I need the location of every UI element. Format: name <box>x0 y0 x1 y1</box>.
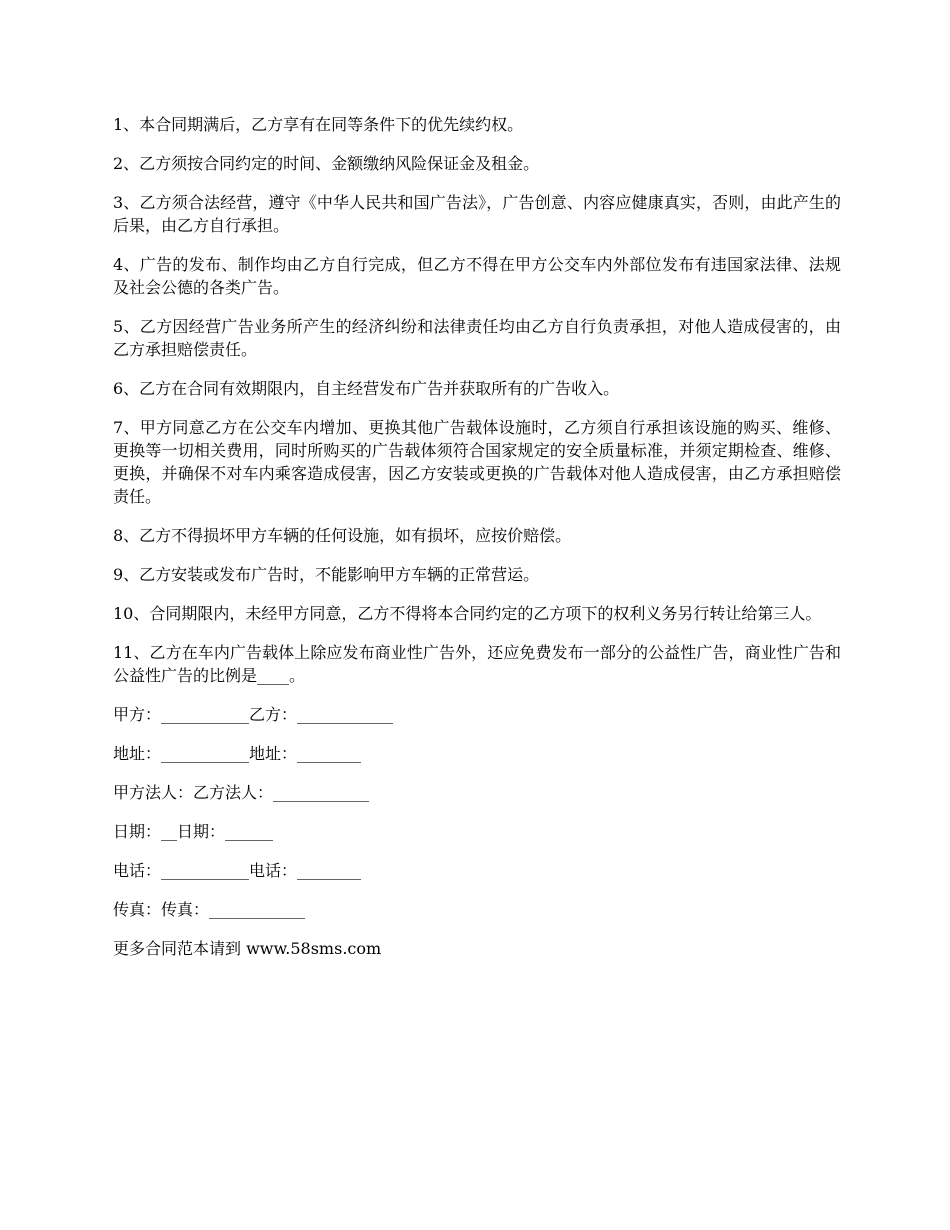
signature-date-line: 日期：__日期：______ <box>113 822 274 841</box>
clause-7: 7、甲方同意乙方在公交车内增加、更换其他广告载体设施时，乙方须自行承担该设施的购买、维修、更换等一切相关费用，同时所购买的广告载体须符合国家规定的安全质量标准，并须定期检查、维修、更换，并确保不对车内乘客造成侵害，因乙方安装或更换的广告载体对他人造成侵害，由乙方承担赔偿责任。 <box>113 418 841 506</box>
signature-party-line: 甲方：___________乙方：____________ <box>113 705 394 724</box>
clause-10: 10、合同期限内，未经甲方同意，乙方不得将本合同约定的乙方项下的权利义务另行转让给第三人。 <box>113 604 822 623</box>
clause-8: 8、乙方不得损坏甲方车辆的任何设施，如有损坏，应按价赔偿。 <box>113 526 572 545</box>
clause-2: 2、乙方须按合同约定的时间、金额缴纳风险保证金及租金。 <box>113 154 540 173</box>
clause-11: 11、乙方在车内广告载体上除应发布商业性广告外，还应免费发布一部分的公益性广告，商业性广告和公益性广告的比例是____。 <box>113 643 841 685</box>
clause-9: 9、乙方安装或发布广告时，不能影响甲方车辆的正常营运。 <box>113 565 540 584</box>
signature-legal-rep-line: 甲方法人：乙方法人：____________ <box>113 783 370 802</box>
clause-1: 1、本合同期满后，乙方享有在同等条件下的优先续约权。 <box>113 115 524 134</box>
clause-3: 3、乙方须合法经营，遵守《中华人民共和国广告法》，广告创意、内容应健康真实，否则，由此产生的后果，由乙方自行承担。 <box>113 193 841 235</box>
clause-5: 5、乙方因经营广告业务所产生的经济纠纷和法律责任均由乙方自行负责承担，对他人造成侵害的，由乙方承担赔偿责任。 <box>113 317 841 359</box>
footer-note: 更多合同范本请到 www.58sms.com <box>113 939 382 958</box>
signature-address-line: 地址：___________地址：________ <box>113 744 362 763</box>
clause-4: 4、广告的发布、制作均由乙方自行完成，但乙方不得在甲方公交车内外部位发布有违国家法律、法规及社会公德的各类广告。 <box>113 255 841 297</box>
clause-6: 6、乙方在合同有效期限内，自主经营发布广告并获取所有的广告收入。 <box>113 379 620 398</box>
contract-page <box>113 113 841 976</box>
signature-fax-line: 传真：传真：____________ <box>113 900 306 919</box>
signature-phone-line: 电话：___________电话：________ <box>113 861 362 880</box>
